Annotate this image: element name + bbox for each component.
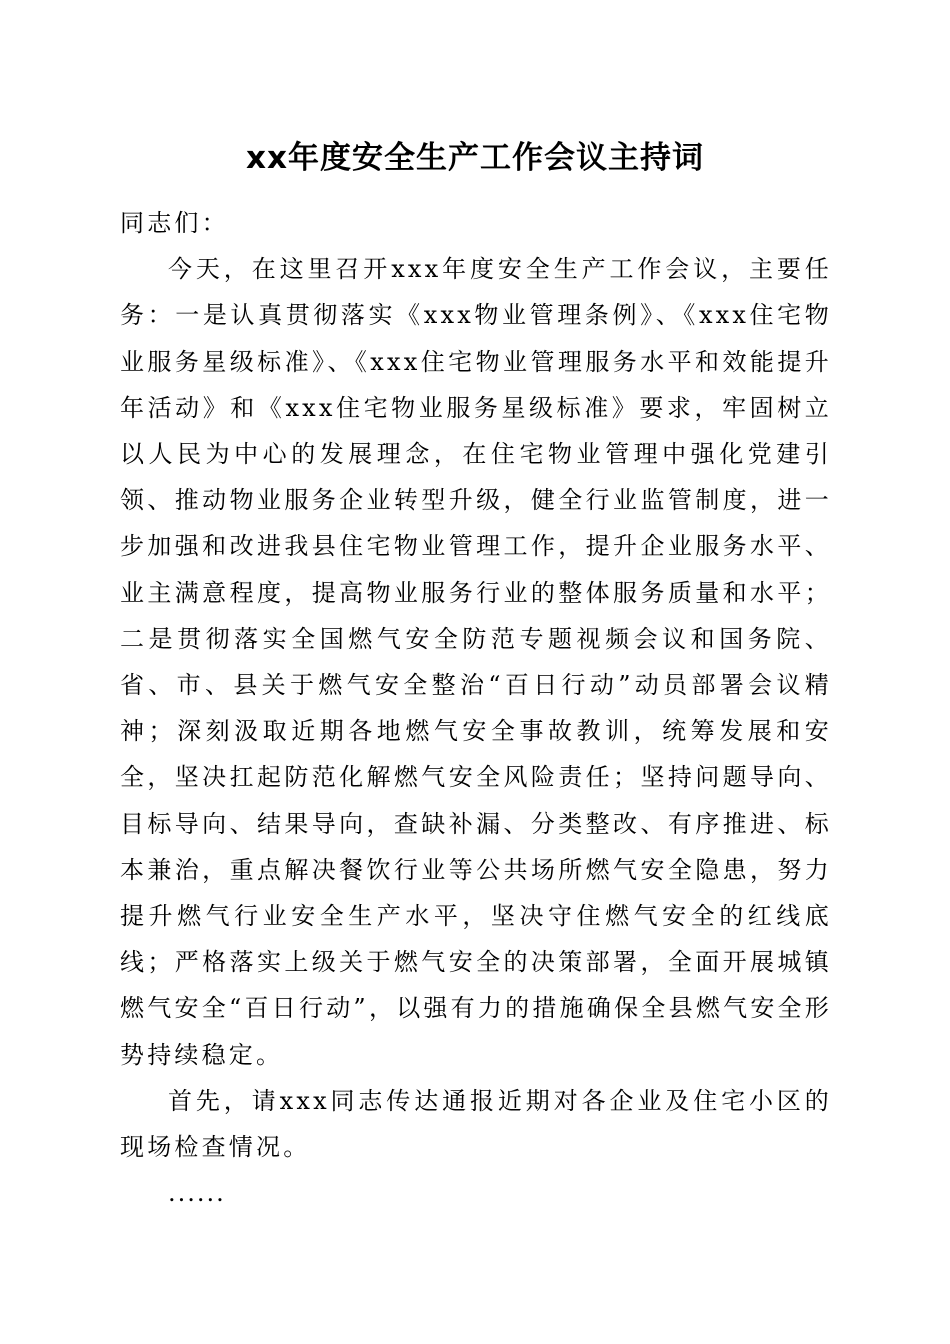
paragraph-meeting-tasks: 今天，在这里召开xxx年度安全生产工作会议，主要任务：一是认真贯彻落实《xxx物业管理条例》、《xxx住宅物业服务星级标准》、《xxx住宅物业管理服务水平和效能提升年活动》和《xxx住宅物业服务星级标准》要求，牢固树立以人民为中心的发展理念，在住宅物业管理中强化党建引领、推动物业服务企业转型升级，健全行业监管制度，进一步加强和改进我县住宅物业管理工作，提升企业服务水平、业主满意程度，提高物业服务行业的整体服务质量和水平；二是贯彻落实全国燃气安全防范专题视频会议和国务院、省、市、县关于燃气安全整治“百日行动”动员部署会议精神；深刻汲取近期各地燃气安全事故教训，统筹发展和安全，坚决扛起防范化解燃气安全风险责任；坚持问题导向、目标导向、结果导向，查缺补漏、分类整改、有序推进、标本兼治，重点解决餐饮行业等公共场所燃气安全隐患，努力提升燃气行业安全生产水平，坚决守住燃气安全的红线底线；严格落实上级关于燃气安全的决策部署，全面开展城镇燃气安全“百日行动”，以强有力的措施确保全县燃气安全形势持续稳定。 [120, 255, 832, 1069]
ellipsis: ...... [168, 1179, 226, 1208]
paragraph-first-agenda: 首先，请xxx同志传达通报近期对各企业及住宅小区的现场检查情况。 [120, 1086, 832, 1162]
document-title: xx年度安全生产工作会议主持词 [246, 140, 704, 176]
document-body [120, 200, 832, 1216]
salutation: 同志们： [120, 209, 229, 237]
